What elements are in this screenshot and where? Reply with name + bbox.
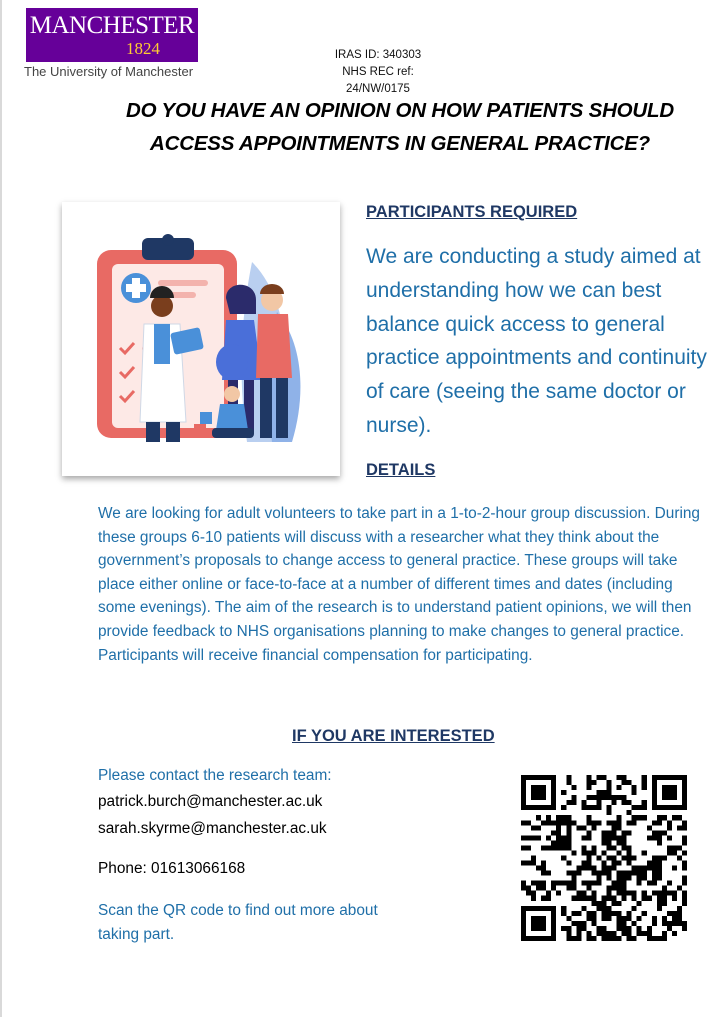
contact-label: Please contact the research team:	[98, 767, 332, 784]
university-logo	[26, 8, 198, 62]
page-title	[90, 94, 710, 160]
qr-code-graphic	[521, 775, 687, 941]
title-line-2: ACCESS APPOINTMENTS IN GENERAL PRACTICE?	[150, 132, 650, 155]
scan-instruction: Scan the QR code to find out more about taking part.	[98, 902, 378, 943]
logo-year: 1824	[126, 39, 160, 58]
participants-text: We are conducting a study aimed at understanding how we can best balance quick access to general practice appointments and continuity of care (seeing the same doctor or nurse).	[366, 245, 707, 437]
page-edge	[0, 0, 2, 1017]
email-patrick[interactable]: patrick.burch@manchester.ac.uk	[98, 793, 323, 810]
reference-ids	[318, 47, 438, 98]
interested-heading: IF YOU ARE INTERESTED	[292, 727, 495, 745]
logo-subtitle: The University of Manchester	[24, 64, 194, 79]
iras-id: IRAS ID: 340303	[334, 49, 422, 61]
qr-code-icon[interactable]	[521, 775, 687, 941]
details-text: We are looking for adult volunteers to take part in a 1-to-2-hour group discussion. During these groups 6-10 patients will discuss with a researcher what they think about the government’s proposals to change access to general practice. These groups will take place either online or face-to-face at a number of different times and dates (including some evenings). The aim of the research is to understand patient opinions, we will then provide feedback to NHS organisations planning to make changes to general practice. Participants will receive financial compensation for participating.	[98, 505, 700, 664]
nhs-rec-ref: NHS REC ref: 24/NW/0175	[342, 66, 414, 95]
phone-number: Phone: 01613066168	[98, 860, 246, 877]
title-line-1: DO YOU HAVE AN OPINION ON HOW PATIENTS SHOULD	[126, 99, 674, 122]
email-sarah[interactable]: sarah.skyrme@manchester.ac.uk	[98, 820, 327, 837]
details-heading: DETAILS	[366, 461, 436, 479]
illustration-drawing	[62, 202, 340, 476]
logo-name: MANCHESTER	[29, 12, 195, 39]
doctor-family-clipboard-illustration	[62, 202, 340, 476]
participants-heading: PARTICIPANTS REQUIRED	[366, 203, 578, 221]
